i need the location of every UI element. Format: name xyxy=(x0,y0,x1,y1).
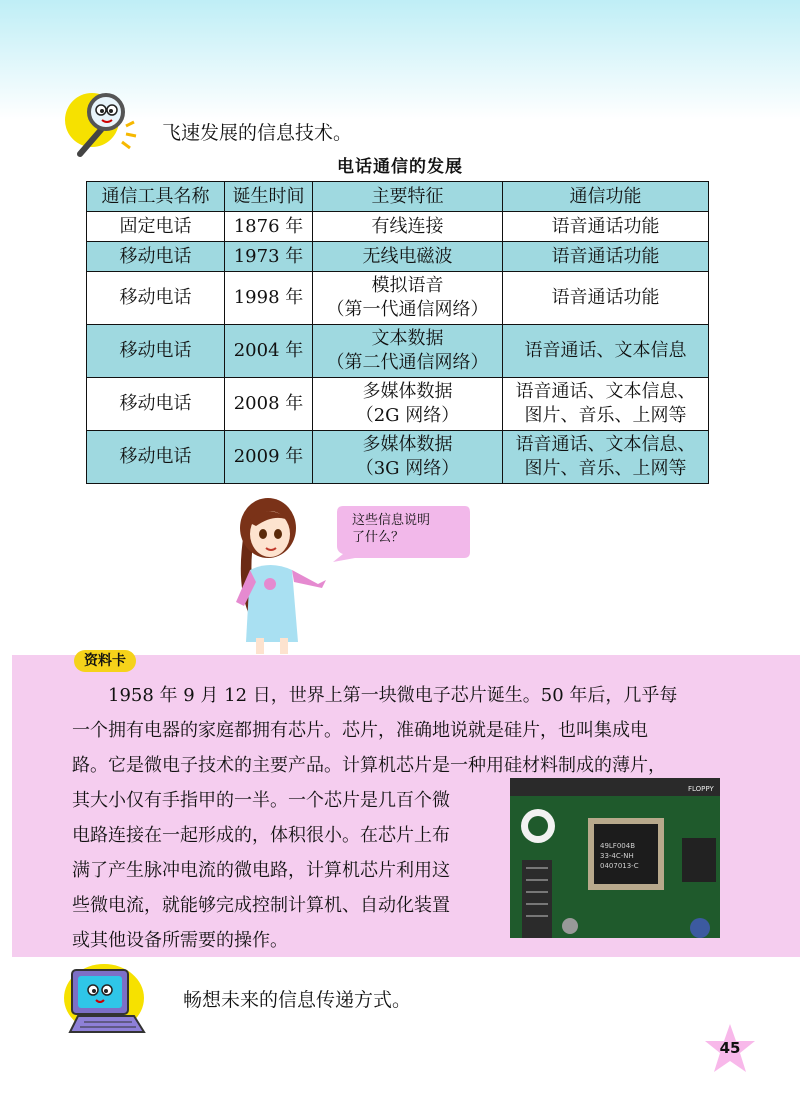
year-cell: 1998 年 xyxy=(225,272,313,325)
computer-mascot-icon xyxy=(60,962,148,1036)
function-cell xyxy=(503,431,709,484)
feature-line: （第二代通信网络） xyxy=(326,352,489,373)
tool-name-cell: 移动电话 xyxy=(87,272,225,325)
feature-cell: 无线电磁波 xyxy=(313,242,503,272)
year-cell: 2004 年 xyxy=(225,325,313,378)
function-line: 图片、音乐、上网等 xyxy=(524,405,687,426)
feature-cell xyxy=(313,272,503,325)
chip-photo xyxy=(510,778,720,938)
chip-label-2: 33-4C-NH xyxy=(600,852,634,860)
tool-name-cell: 移动电话 xyxy=(87,325,225,378)
feature-cell xyxy=(313,325,503,378)
feature-cell xyxy=(313,431,503,484)
year-cell: 1973 年 xyxy=(225,242,313,272)
table-row xyxy=(87,212,709,242)
feature-line: 多媒体数据 xyxy=(362,434,453,455)
chip-label-3: 0407013-C xyxy=(600,862,639,870)
card-line: 满了产生脉冲电流的微电路，计算机芯片利用这 xyxy=(72,860,450,881)
tool-name-cell: 移动电话 xyxy=(87,378,225,431)
speech-bubble-text xyxy=(352,512,462,546)
year-cell: 2009 年 xyxy=(225,431,313,484)
function-line: 语音通话、文本信息、 xyxy=(515,381,696,402)
feature-cell: 有线连接 xyxy=(313,212,503,242)
feature-line: 模拟语音 xyxy=(371,275,444,296)
function-cell xyxy=(503,378,709,431)
function-cell: 语音通话、文本信息 xyxy=(503,325,709,378)
feature-line: 文本数据 xyxy=(371,328,444,349)
card-line: 路。它是微电子技术的主要产品。计算机芯片是一种用硅材料制成的薄片， xyxy=(72,755,666,776)
tool-name-cell: 固定电话 xyxy=(87,212,225,242)
chip-label-floppy: FLOPPY xyxy=(688,785,714,793)
function-line: 图片、音乐、上网等 xyxy=(524,458,687,479)
function-cell: 语音通话功能 xyxy=(503,242,709,272)
function-cell: 语音通话功能 xyxy=(503,272,709,325)
year-cell: 2008 年 xyxy=(225,378,313,431)
feature-cell xyxy=(313,378,503,431)
phone-development-table xyxy=(86,181,709,484)
card-line: 电路连接在一起形成的，体积很小。在芯片上布 xyxy=(72,825,450,846)
header-cell: 主要特征 xyxy=(313,182,503,212)
page-number: 45 xyxy=(719,1039,741,1057)
header-cell: 诞生时间 xyxy=(225,182,313,212)
info-card-tag: 资料卡 xyxy=(74,650,136,672)
bubble-line: 了什么？ xyxy=(352,530,405,545)
table-row xyxy=(87,378,709,431)
card-line: 其大小仅有手指甲的一半。一个芯片是几百个微 xyxy=(72,790,450,811)
card-line: 一个拥有电器的家庭都拥有芯片。芯片，准确地说就是硅片，也叫集成电 xyxy=(72,720,648,741)
function-cell: 语音通话功能 xyxy=(503,212,709,242)
bubble-line: 这些信息说明 xyxy=(352,513,431,528)
table-row xyxy=(87,431,709,484)
table-row xyxy=(87,242,709,272)
table-row xyxy=(87,325,709,378)
table-header-row xyxy=(87,182,709,212)
tool-name-cell: 移动电话 xyxy=(87,431,225,484)
function-line: 语音通话、文本信息、 xyxy=(515,434,696,455)
chip-label-1: 49LF004B xyxy=(600,842,635,850)
table-row xyxy=(87,272,709,325)
card-line: 或其他设备所需要的操作。 xyxy=(72,930,288,951)
outro-text: 畅想未来的信息传递方式。 xyxy=(183,989,412,1011)
tool-name-cell: 移动电话 xyxy=(87,242,225,272)
feature-line: （第一代通信网络） xyxy=(326,299,489,320)
feature-line: （2G 网络） xyxy=(355,405,460,426)
feature-line: （3G 网络） xyxy=(355,458,460,479)
card-line: 些微电流，就能够完成控制计算机、自动化装置 xyxy=(72,895,450,916)
intro-text: 飞速发展的信息技术。 xyxy=(162,122,353,144)
year-cell: 1876 年 xyxy=(225,212,313,242)
header-cell: 通信功能 xyxy=(503,182,709,212)
table-title: 电话通信的发展 xyxy=(337,157,463,177)
header-cell: 通信工具名称 xyxy=(87,182,225,212)
card-line: 1958 年 9 月 12 日，世界上第一块微电子芯片诞生。50 年后，几乎每 xyxy=(108,685,678,706)
feature-line: 多媒体数据 xyxy=(362,381,453,402)
girl-illustration xyxy=(226,492,336,654)
